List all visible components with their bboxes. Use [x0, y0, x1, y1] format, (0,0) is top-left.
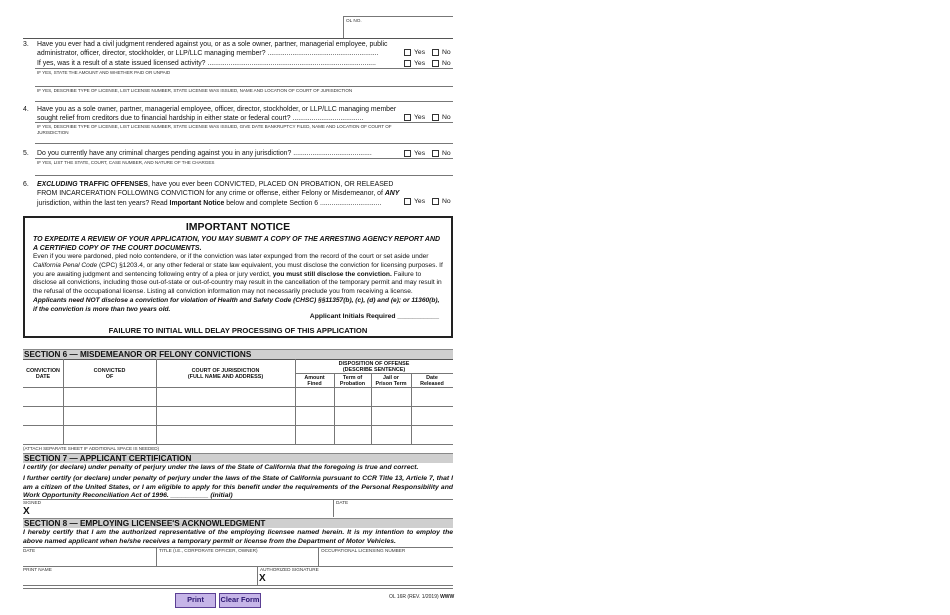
- section-8-title: SECTION 8 — EMPLOYING LICENSEE'S ACKNOWLEDGMENT: [23, 518, 453, 528]
- q5-yes-label: Yes: [414, 150, 426, 157]
- s7-date-label: DATE: [336, 500, 349, 505]
- important-notice-box: [23, 216, 453, 338]
- question-3-number: 3.: [23, 41, 29, 48]
- s6-col-court-1: COURT OF JURISDICTION: [191, 368, 260, 374]
- s6-row-3-rule: [23, 444, 453, 445]
- s8-bottom-rule: [23, 585, 453, 586]
- q5-note: IF YES, LIST THE STATE, COURT, CASE NUMBER, AND NATURE OF THE CHARGES: [37, 160, 215, 165]
- q3-yes-checkbox[interactable]: [404, 49, 411, 56]
- s6-vline-2: [156, 359, 157, 444]
- s6-disp-2: (DESCRIBE SENTENCE): [342, 367, 406, 374]
- s8-date-label: DATE: [23, 548, 36, 553]
- s6-jail-2: Prison Term: [375, 381, 407, 388]
- s6-col-date-1: CONVICTION: [26, 368, 60, 374]
- q6-no-checkbox[interactable]: [432, 198, 439, 205]
- s6-header-bottom-rule: [23, 387, 453, 388]
- s8-occupational-label: OCCUPATIONAL LICENSING NUMBER: [321, 548, 406, 553]
- q4-yes-checkbox[interactable]: [404, 114, 411, 121]
- question-3-sub-answer: [404, 59, 454, 68]
- q6-text-3: below and complete Section 6 ................................: [224, 199, 382, 207]
- s6-attach-note: (ATTACH SEPARATE SHEET IF ADDITIONAL SPACE IS NEEDED): [23, 446, 160, 451]
- notice-lead: TO EXPEDITE A REVIEW OF YOUR APPLICATION, YOU MAY SUBMIT A COPY OF THE ARRESTING AGENCY REPORT AND A CERTIFIED COPY OF THE COURT DOCUMENTS.: [33, 236, 441, 252]
- q5-yes-checkbox[interactable]: [404, 150, 411, 157]
- s8-text: I hereby certify that I am the authorized representative of the employing licensee named herein. It is my intention to employ the above named applicant when he/she receives a temporary permit or license from the Department of Motor Vehicles.: [23, 529, 453, 545]
- ol-no-label: OL NO.: [346, 18, 362, 23]
- notice-failure-warning: FAILURE TO INITIAL WILL DELAY PROCESSING OF THIS APPLICATION: [108, 326, 368, 335]
- s7-sign-top-rule: [23, 499, 453, 500]
- q5-field-2-rule[interactable]: [35, 175, 453, 176]
- q3-no-label: No: [442, 49, 451, 56]
- q4-no-label: No: [442, 114, 451, 121]
- s6-amount-2: Fined: [307, 381, 322, 388]
- s8-print-name-label: PRINT NAME: [23, 567, 52, 572]
- s6-vline-4: [334, 373, 335, 444]
- s6-amount-1: Amount: [304, 375, 325, 381]
- s7-signature-x[interactable]: X: [23, 506, 30, 517]
- q4-field-2-rule[interactable]: [35, 143, 453, 144]
- s7-cert-1: I certify (or declare) under penalty of perjury under the laws of the State of California that the foregoing is true and correct.: [23, 464, 419, 471]
- notice-title: IMPORTANT NOTICE: [185, 221, 291, 233]
- s6-col-disposition: [295, 361, 453, 373]
- s6-col-date: [23, 368, 63, 380]
- s8-divider-2: [318, 547, 319, 566]
- notice-p3-bold-italic: Applicants need NOT disclose a conviction for violation of Health and Safety Code (CHSC) §§11357(b), (c), (d) and (e); or 11360(b), if the conviction is more than two years old.: [33, 296, 440, 313]
- q3-sub-no-label: No: [442, 60, 451, 67]
- question-4-text: Have you as a sole owner, partner, managerial employee, officer, director, stockholder, or LLP/LLC managing member sought relief from creditors due to financial hardship in either state or federal court? .....................................: [37, 106, 397, 123]
- s6-col-amount: [295, 375, 334, 387]
- notice-p2: (CPC) §1203.4, or any other federal or state law equivalent, you must disclose the conviction for licensing purposes. If you are awaiting judgment and sentencing following entry of a plea or jury verdict,: [33, 261, 443, 278]
- ol-no-box-left: [343, 16, 344, 38]
- q6-text-1: , have you ever been CONVICTED, PLACED ON PROBATION, OR RELEASED FROM INCARCERATION FOLLOWING CONVICTION for any crime or offense, either Felony or Misdemeanor, of: [37, 181, 394, 198]
- s6-term-2: Probation: [339, 381, 366, 388]
- s8-authorized-signature-label: AUTHORIZED SIGNATURE: [260, 567, 319, 572]
- s6-col-date-2: DATE: [35, 374, 51, 381]
- notice-p3: Failure to disclose all convictions, including those out-of-state or out-of-country may result in the cancellation of the temporary permit and may result in the refusal of the occupational license. Listing all conviction information may not necessarily preclude you from receiving a license.: [33, 270, 442, 296]
- question-6-answer: [404, 197, 454, 206]
- question-4-number: 4.: [23, 106, 29, 113]
- s6-released-2: Released: [420, 381, 444, 388]
- s6-jail-1: Jail or: [383, 375, 399, 381]
- form-footer: [389, 594, 454, 600]
- q6-no-label: No: [442, 198, 451, 205]
- s6-row-1-rule: [23, 406, 453, 407]
- q3-field-3-rule[interactable]: [35, 101, 453, 102]
- clear-form-button[interactable]: Clear Form: [219, 593, 261, 608]
- s6-vline-1: [63, 359, 64, 444]
- notice-p1: Even if you were pardoned, pled nolo contendere, or if the conviction was later expunged from the record of the court or set aside under: [33, 253, 429, 260]
- q6-text-2: jurisdiction, within the last ten years? Read: [37, 199, 170, 207]
- s6-col-court: [156, 368, 295, 380]
- s8-title-label: TITLE (I.E., CORPORATE OFFICER, OWNER): [159, 548, 258, 553]
- q3-no-checkbox[interactable]: [432, 49, 439, 56]
- s6-disp-rule: [295, 373, 453, 374]
- s8-bottom-rule-2: [23, 588, 453, 589]
- q6-excluding: EXCLUDING: [37, 181, 78, 188]
- q3-note-2: IF YES, DESCRIBE TYPE OF LICENSE, LIST LICENSE NUMBER, STATE LICENSE WAS ISSUED, NAME AND LOCATION OF COURT OF JURISDICTION: [37, 88, 353, 93]
- s8-signature-x[interactable]: X: [259, 573, 266, 584]
- s8-divider-1: [156, 547, 157, 566]
- notice-p1-italic: California Penal Code: [33, 261, 98, 269]
- q6-any: ANY: [384, 190, 400, 198]
- section-6-title: SECTION 6 — MISDEMEANOR OR FELONY CONVICTIONS: [23, 349, 453, 359]
- s6-col-of-1: CONVICTED: [93, 368, 126, 374]
- s6-vline-3: [295, 359, 296, 444]
- s6-term-1: Term of: [342, 375, 363, 381]
- question-6-number: 6.: [23, 181, 29, 188]
- notice-body: [33, 253, 445, 315]
- s6-vline-6: [411, 373, 412, 444]
- question-3-subtext: If yes, was it a result of a state issued licensed activity? ........................................................................................: [37, 60, 376, 67]
- s6-disp-1: DISPOSITION OF OFFENSE: [338, 361, 410, 367]
- s6-released-1: Date: [426, 375, 438, 381]
- question-4-answer: [404, 113, 454, 122]
- q3-sub-yes-label: Yes: [414, 60, 426, 67]
- q3-field-2-rule[interactable]: [35, 86, 453, 87]
- s8-row-2-rule: [23, 566, 453, 567]
- q4-no-checkbox[interactable]: [432, 114, 439, 121]
- q6-traffic: TRAFFIC OFFENSES: [77, 181, 149, 188]
- question-3-text: Have you ever had a civil judgment rendered against you, or as a sole owner, partner, managerial employee, public administrator, officer, director, stockholder, or LLP/LLC managing member? ..........................................................: [37, 41, 388, 58]
- applicant-initials[interactable]: Applicant Initials Required ___________: [309, 313, 439, 320]
- q6-important: Important Notice: [169, 199, 225, 207]
- s6-col-court-2: (FULL NAME AND ADDRESS): [187, 374, 264, 381]
- q3-sub-no-checkbox[interactable]: [432, 60, 439, 67]
- q3-sub-yes-checkbox[interactable]: [404, 60, 411, 67]
- question-3-answer: [404, 48, 454, 57]
- section-7-title: SECTION 7 — APPLICANT CERTIFICATION: [23, 453, 453, 463]
- form-id: OL 16R (REV. 1/2019): [389, 594, 439, 600]
- question-5-text: Do you currently have any criminal charges pending against you in any jurisdiction? .........................................: [37, 150, 372, 157]
- s6-col-term: [334, 375, 371, 387]
- s7-cert-2: I further certify (or declare) under penalty of perjury under the laws of the State of California pursuant to CCR Title 13, Article 7, that I am a citizen of the United States, or I am eligible to apply for this benefit under the requirements of the Personal Responsibility and Work Opportunity Reconciliation Act of 1996. __________ (initial): [23, 475, 453, 500]
- s6-col-of-2: OF: [105, 374, 114, 381]
- q5-field-rule: [35, 158, 453, 159]
- s6-col-jail: [371, 375, 411, 387]
- question-6-text: [37, 180, 404, 208]
- q4-field-rule: [35, 122, 453, 123]
- s6-row-2-rule: [23, 425, 453, 426]
- s8-divider-3: [257, 566, 258, 585]
- s7-date-divider: [333, 499, 334, 517]
- q4-yes-label: Yes: [414, 114, 426, 121]
- q3-yes-label: Yes: [414, 49, 426, 56]
- q5-no-label: No: [442, 150, 451, 157]
- s7-signed-label: SIGNED: [23, 500, 41, 505]
- question-5-answer: [404, 149, 454, 158]
- footer-www: WWW: [440, 594, 455, 600]
- q3-note-1: IF YES, STATE THE AMOUNT AND WHETHER PAID OR UNPAID: [37, 70, 171, 75]
- print-button[interactable]: Print: [175, 593, 216, 608]
- header-rule: [23, 38, 453, 39]
- notice-p2-bold: you must still disclose the conviction.: [272, 270, 392, 278]
- ol-no-box-top: [343, 16, 453, 17]
- question-6: [23, 180, 453, 210]
- question-3: [23, 40, 453, 90]
- q6-yes-checkbox[interactable]: [404, 198, 411, 205]
- q3-field-1-rule: [35, 68, 453, 69]
- s6-col-of: [63, 368, 156, 380]
- q5-no-checkbox[interactable]: [432, 150, 439, 157]
- s6-col-released: [411, 375, 453, 387]
- s6-header-top-rule: [23, 359, 453, 360]
- q6-yes-label: Yes: [414, 198, 426, 205]
- q4-note: IF YES, DESCRIBE TYPE OF LICENSE, LIST LICENSE NUMBER, STATE LICENSE WAS ISSUED, GIVE DATE BANKRUPTCY FILED, NAME AND LOCATION OF COURT OF JURISDICTION: [37, 124, 392, 135]
- question-5-number: 5.: [23, 150, 29, 157]
- s6-vline-5: [371, 373, 372, 444]
